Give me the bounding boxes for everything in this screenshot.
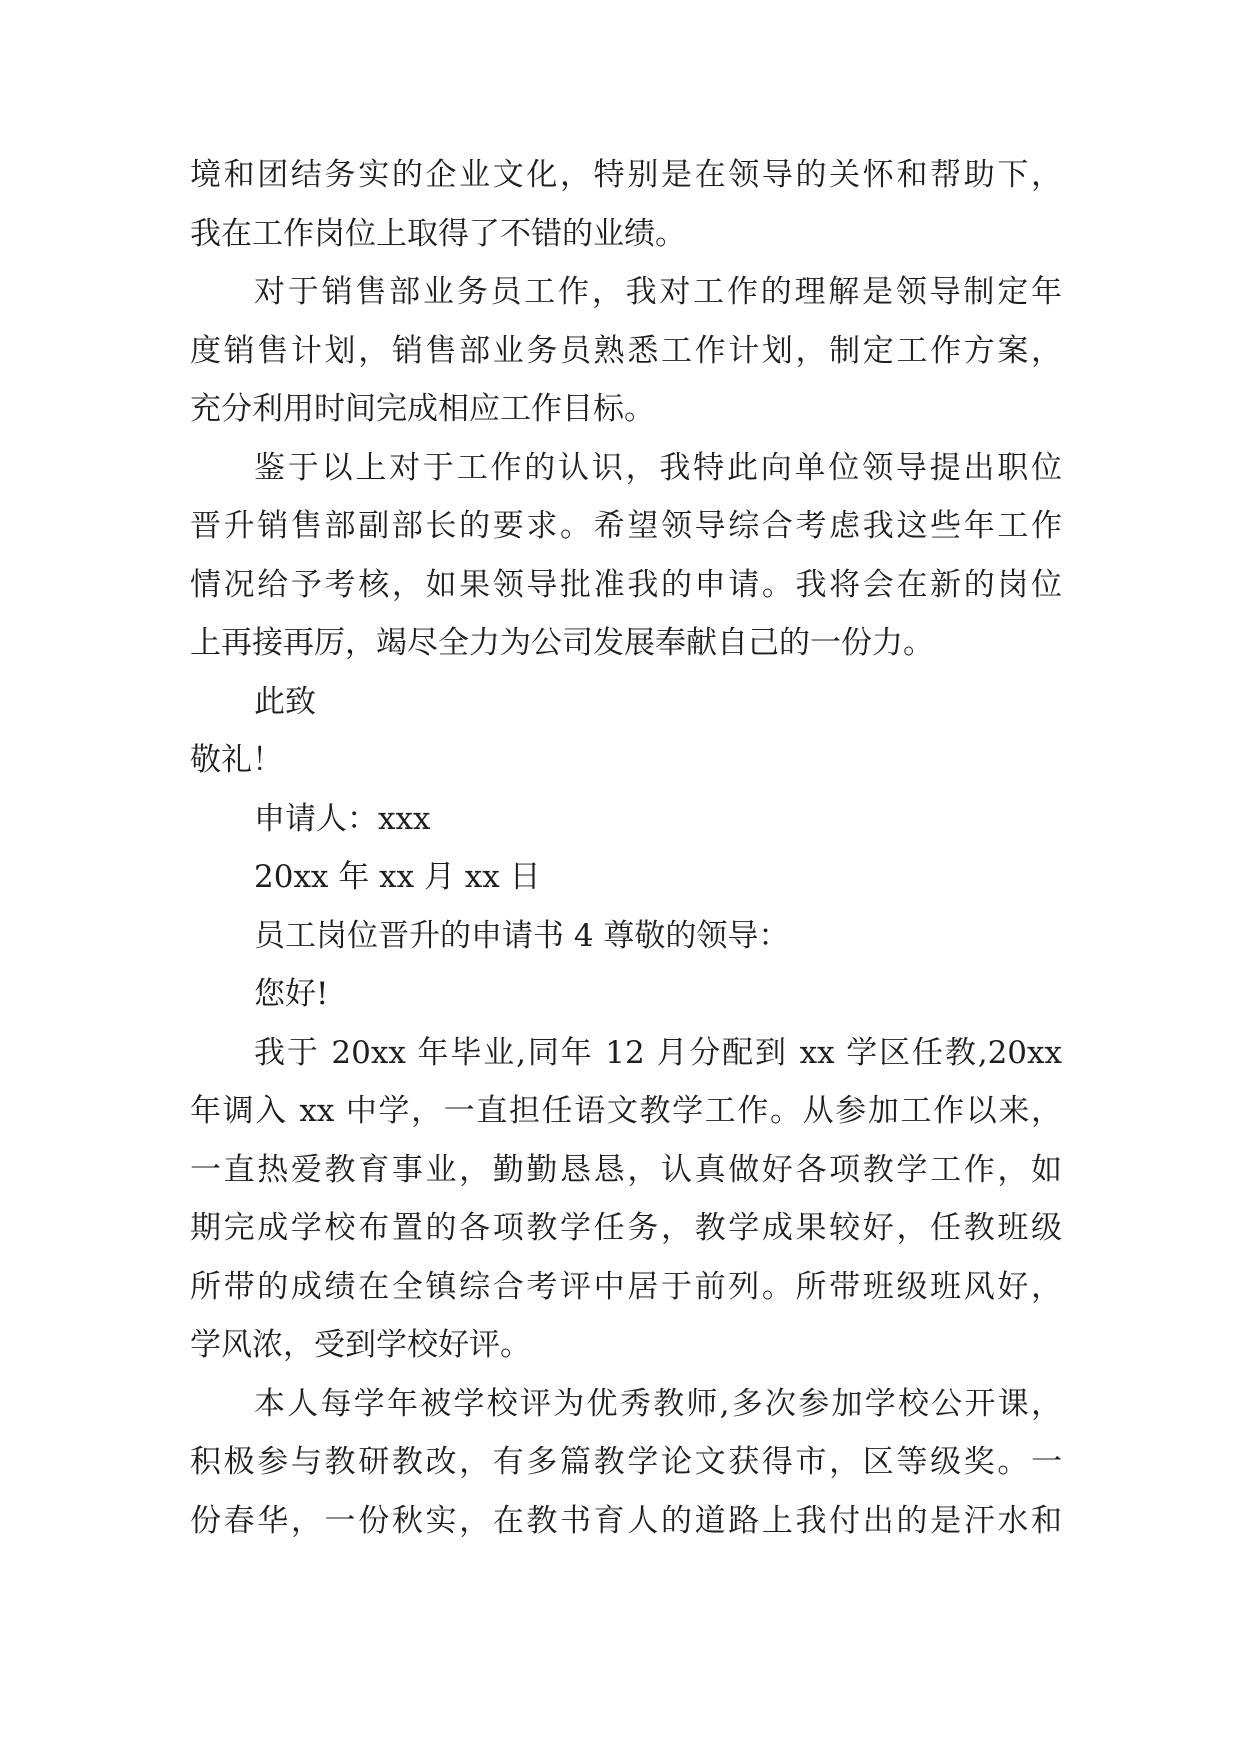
paragraph-line: 年调入 xx 中学，一直担任语文教学工作。从参加工作以来， xyxy=(190,1093,1062,1129)
paragraph-line: 本人每学年被学校评为优秀教师,多次参加学校公开课， xyxy=(254,1385,1062,1422)
paragraph-line: 晋升销售部副部长的要求。希望领导综合考虑我这些年工作 xyxy=(190,508,1062,544)
paragraph-line: 情况给予考核，如果领导批准我的申请。我将会在新的岗位 xyxy=(190,566,1062,603)
paragraph-line: 学风浓，受到学校好评。 xyxy=(190,1327,531,1363)
letter-heading: 员工岗位晋升的申请书 4 尊敬的领导： xyxy=(254,917,790,954)
paragraph-line: 度销售计划，销售部业务员熟悉工作计划，制定工作方案， xyxy=(190,332,1062,369)
paragraph-line: 鉴于以上对于工作的认识，我特此向单位领导提出职位 xyxy=(254,449,1062,486)
letter-date: 20xx 年 xx 月 xx 日 xyxy=(254,859,541,895)
document-body xyxy=(190,146,1062,1550)
paragraph-line: 充分利用时间完成相应工作目标。 xyxy=(190,391,655,427)
closing-regards: 敬礼！ xyxy=(190,742,283,778)
paragraph-line: 上再接再厉，竭尽全力为公司发展奉献自己的一份力。 xyxy=(190,625,934,661)
paragraph-line: 对于销售部业务员工作，我对工作的理解是领导制定年 xyxy=(254,274,1062,310)
paragraph-line: 所带的成绩在全镇综合考评中居于前列。所带班级班风好， xyxy=(190,1268,1062,1305)
paragraph-line: 一直热爱教育事业，勤勤恳恳，认真做好各项教学工作，如 xyxy=(190,1151,1062,1188)
paragraph-line: 份春华，一份秋实，在教书育人的道路上我付出的是汗水和 xyxy=(190,1502,1062,1539)
paragraph-line: 我在工作岗位上取得了不错的业绩。 xyxy=(190,215,686,252)
applicant-signature: 申请人：xxx xyxy=(254,800,431,837)
closing-salutation: 此致 xyxy=(254,683,316,720)
greeting: 您好! xyxy=(254,976,329,1012)
paragraph-line: 积极参与教研教改，有多篇教学论文获得市，区等级奖。一 xyxy=(190,1444,1062,1480)
paragraph-line: 境和团结务实的企业文化，特别是在领导的关怀和帮助下， xyxy=(190,157,1062,193)
paragraph-line: 我于 20xx 年毕业,同年 12 月分配到 xx 学区任教,20xx xyxy=(254,1034,1062,1071)
paragraph-line: 期完成学校布置的各项教学任务，教学成果较好，任教班级 xyxy=(190,1210,1062,1246)
